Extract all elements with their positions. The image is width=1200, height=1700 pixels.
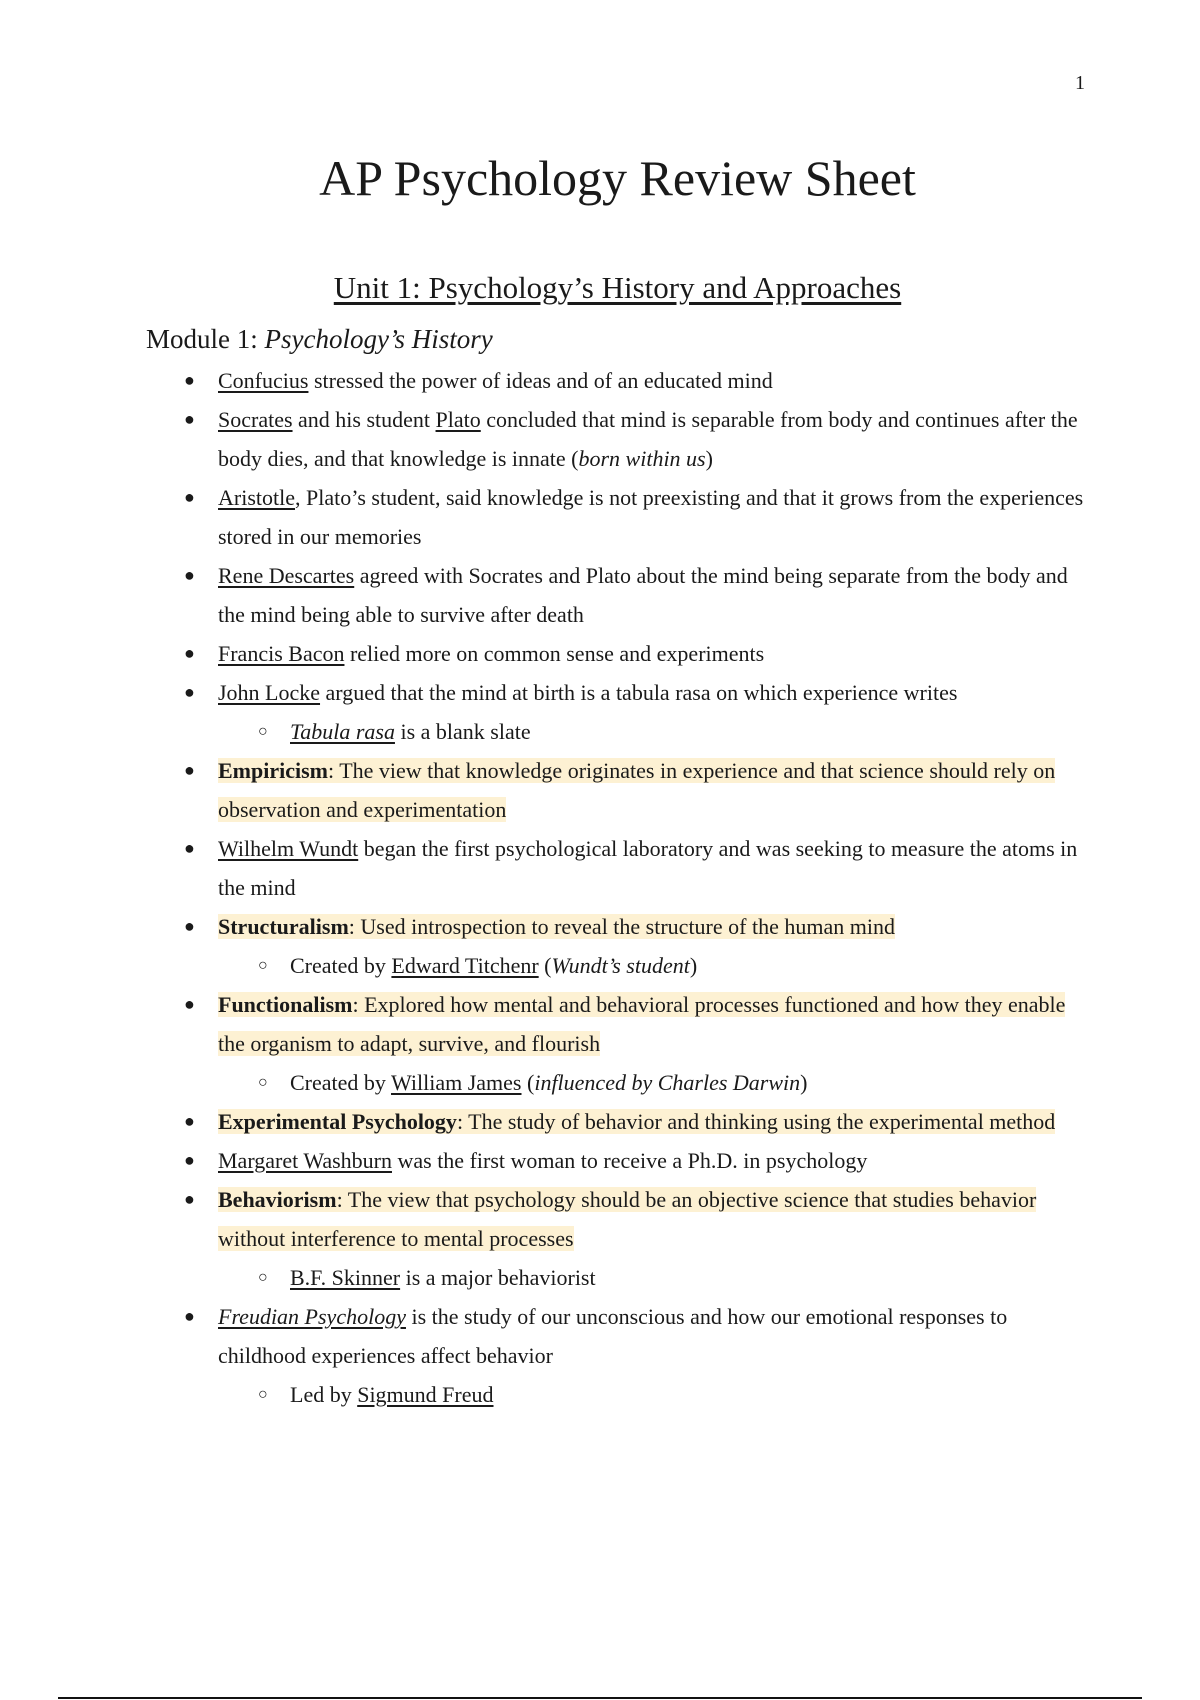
list-item-experimental-psychology — [182, 1102, 1097, 1141]
list-item-wundt — [182, 829, 1097, 907]
item-text: relied more on common sense and experiments — [344, 641, 765, 666]
list-item-confucius — [182, 361, 1097, 400]
list-item-descartes — [182, 556, 1097, 634]
person-name: Francis Bacon — [218, 641, 345, 666]
list-item-behaviorism — [182, 1180, 1097, 1258]
list-item-freudian-psychology — [182, 1297, 1097, 1375]
bullet-icon: ● — [184, 643, 195, 663]
item-text: argued that the mind at birth is a tabula rasa on which experience writes — [320, 680, 958, 705]
item-text: is the study of our unconscious and how our emotional responses to childhood experiences affect behavior — [218, 1304, 1008, 1368]
bullet-icon: ● — [184, 370, 195, 390]
item-text: : Explored how mental and behavioral processes functioned and how they enable the organism to adapt, survive, and flourish — [218, 992, 1066, 1056]
item-text: and his student — [292, 407, 436, 432]
term-name: Tabula rasa — [290, 719, 395, 744]
sub-bullet-icon: ○ — [258, 1074, 268, 1091]
item-text: Led by — [290, 1382, 358, 1407]
person-name: Margaret Washburn — [218, 1148, 392, 1173]
sub-item-freud — [182, 1375, 1097, 1414]
sub-item-skinner — [182, 1258, 1097, 1297]
term-name: Freudian Psychology — [218, 1304, 406, 1329]
sub-bullet-icon: ○ — [258, 1386, 268, 1403]
bullet-icon: ● — [184, 565, 195, 585]
module-heading — [146, 322, 493, 356]
sub-item-tabula-rasa — [182, 712, 1097, 751]
sub-item-james — [182, 1063, 1097, 1102]
item-text: ) — [689, 953, 698, 978]
notes-list — [182, 361, 1097, 1414]
person-name: Plato — [435, 407, 481, 432]
bullet-icon: ● — [184, 1189, 195, 1209]
bullet-icon: ● — [184, 1111, 195, 1131]
item-text: ) — [800, 1070, 808, 1095]
item-text: ) — [705, 446, 713, 471]
term-name: Functionalism — [218, 992, 353, 1017]
bullet-icon: ● — [184, 916, 195, 936]
item-text: Created by — [290, 953, 392, 978]
person-name: Socrates — [218, 407, 293, 432]
list-item-empiricism — [182, 751, 1097, 829]
bullet-icon: ● — [184, 1150, 195, 1170]
page-title: AP Psychology Review Sheet — [319, 150, 916, 206]
module-name: Psychology’s History — [264, 324, 493, 354]
term-name: Experimental Psychology — [218, 1109, 457, 1134]
person-name: Sigmund Freud — [357, 1382, 494, 1407]
term-name: Behaviorism — [218, 1187, 337, 1212]
list-item-structuralism — [182, 907, 1097, 946]
list-item-washburn — [182, 1141, 1097, 1180]
list-item-socrates-plato — [182, 400, 1097, 478]
list-item-locke — [182, 673, 1097, 712]
footer-rule — [58, 1697, 1142, 1699]
bullet-icon: ● — [184, 409, 195, 429]
bullet-icon: ● — [184, 1306, 195, 1326]
bullet-icon: ● — [184, 760, 195, 780]
term-name: Empiricism — [218, 758, 328, 783]
person-name: Rene Descartes — [218, 563, 355, 588]
bullet-icon: ● — [184, 487, 195, 507]
sub-bullet-icon: ○ — [258, 957, 268, 974]
italic-note: influenced by Charles Darwin — [534, 1070, 801, 1095]
italic-note: born within us — [578, 446, 706, 471]
person-name: B.F. Skinner — [290, 1265, 401, 1290]
person-name: William James — [391, 1070, 522, 1095]
module-prefix: Module 1: — [146, 324, 265, 354]
item-text: : The view that psychology should be an objective science that studies behavior without interference to mental processes — [218, 1187, 1037, 1251]
person-name: John Locke — [218, 680, 321, 705]
person-name: Edward Titchenr — [391, 953, 539, 978]
sub-bullet-icon: ○ — [258, 1269, 268, 1286]
item-text: stressed the power of ideas and of an educated mind — [308, 368, 773, 393]
list-item-aristotle — [182, 478, 1097, 556]
person-name: Wilhelm Wundt — [218, 836, 359, 861]
page-number: 1 — [1075, 72, 1085, 94]
item-text: ( — [538, 953, 552, 978]
item-text: : The study of behavior and thinking using the experimental method — [456, 1109, 1056, 1134]
item-text: : Used introspection to reveal the structure of the human mind — [348, 914, 895, 939]
term-name: Structuralism — [218, 914, 349, 939]
italic-note: Wundt’s student — [551, 953, 690, 978]
list-item-functionalism — [182, 985, 1097, 1063]
person-name: Aristotle — [218, 485, 295, 510]
bullet-icon: ● — [184, 838, 195, 858]
item-text: ( — [521, 1070, 535, 1095]
bullet-icon: ● — [184, 994, 195, 1014]
unit-heading: Unit 1: Psychology’s History and Approaches — [333, 270, 902, 305]
bullet-icon: ● — [184, 682, 195, 702]
item-text: Created by — [290, 1070, 392, 1095]
item-text: agreed with Socrates and Plato about the mind being separate from the body and the mind being able to survive after death — [218, 563, 1068, 627]
item-text: is a blank slate — [394, 719, 531, 744]
item-text: , Plato’s student, said knowledge is not preexisting and that it grows from the experiences stored in our memories — [218, 485, 1084, 549]
item-text: : The view that knowledge originates in experience and that science should rely on observation and experimentation — [218, 758, 1056, 822]
item-text: concluded that mind is separable from body and continues after the body dies, and that knowledge is innate ( — [218, 407, 1078, 471]
sub-item-titchener — [182, 946, 1097, 985]
item-text: is a major behaviorist — [400, 1265, 596, 1290]
item-text: was the first woman to receive a Ph.D. in psychology — [391, 1148, 868, 1173]
person-name: Confucius — [218, 368, 309, 393]
list-item-bacon — [182, 634, 1097, 673]
sub-bullet-icon: ○ — [258, 723, 268, 740]
item-text: began the first psychological laboratory and was seeking to measure the atoms in the mind — [218, 836, 1078, 900]
